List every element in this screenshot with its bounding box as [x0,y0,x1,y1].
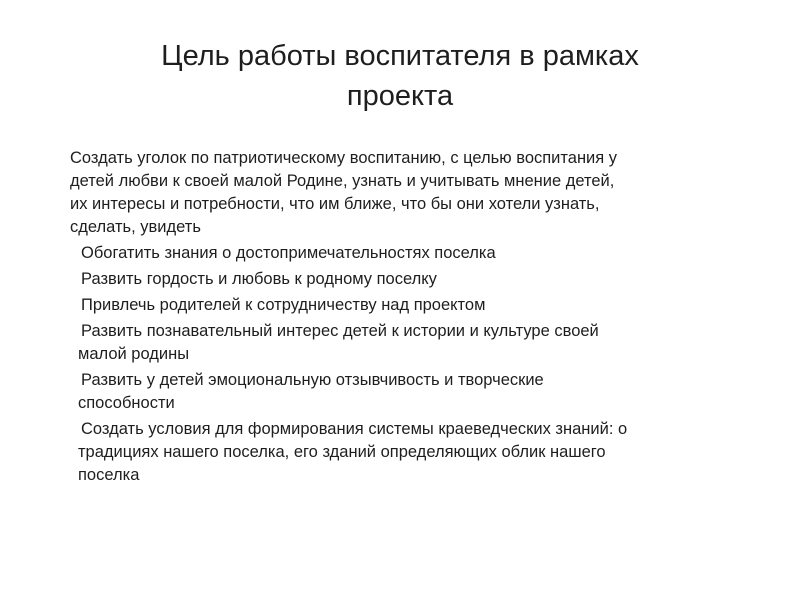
goal-line: способности [78,394,175,412]
goal-line: Обогатить знания о достопримечательностях поселка [81,244,496,262]
goal-line: Привлечь родителей к сотрудничеству над проектом [81,296,486,314]
goal-line: Развить у детей эмоциональную отзывчивость и творческие [81,371,544,389]
goal-item [64,320,754,366]
goal-item [64,268,754,291]
intro-paragraph [64,147,754,239]
goal-item [64,242,754,265]
goal-line: малой родины [78,345,190,363]
intro-line: их интересы и потребности, что им ближе, что бы они хотели узнать, [70,195,600,213]
goal-item [64,369,754,415]
goal-line: традициях нашего поселка, его зданий определяющих облик нашего [78,443,606,461]
title-line: Цель работы воспитателя в рамках [161,40,639,72]
goal-item [64,418,754,487]
goal-line: Развить гордость и любовь к родному поселку [81,270,437,288]
intro-line: Создать уголок по патриотическому воспитанию, с целью воспитания у [70,149,618,167]
slide-title [60,36,740,116]
goal-line: поселка [78,466,140,484]
intro-line: сделать, увидеть [70,218,201,236]
intro-line: детей любви к своей малой Родине, узнать и учитывать мнение детей, [70,172,615,190]
goal-line: Создать условия для формирования системы краеведческих знаний: о [81,420,628,438]
slide-body [64,147,754,490]
goal-line: Развить познавательный интерес детей к истории и культуре своей [81,322,599,340]
title-line: проекта [346,80,454,112]
goal-item [64,294,754,317]
